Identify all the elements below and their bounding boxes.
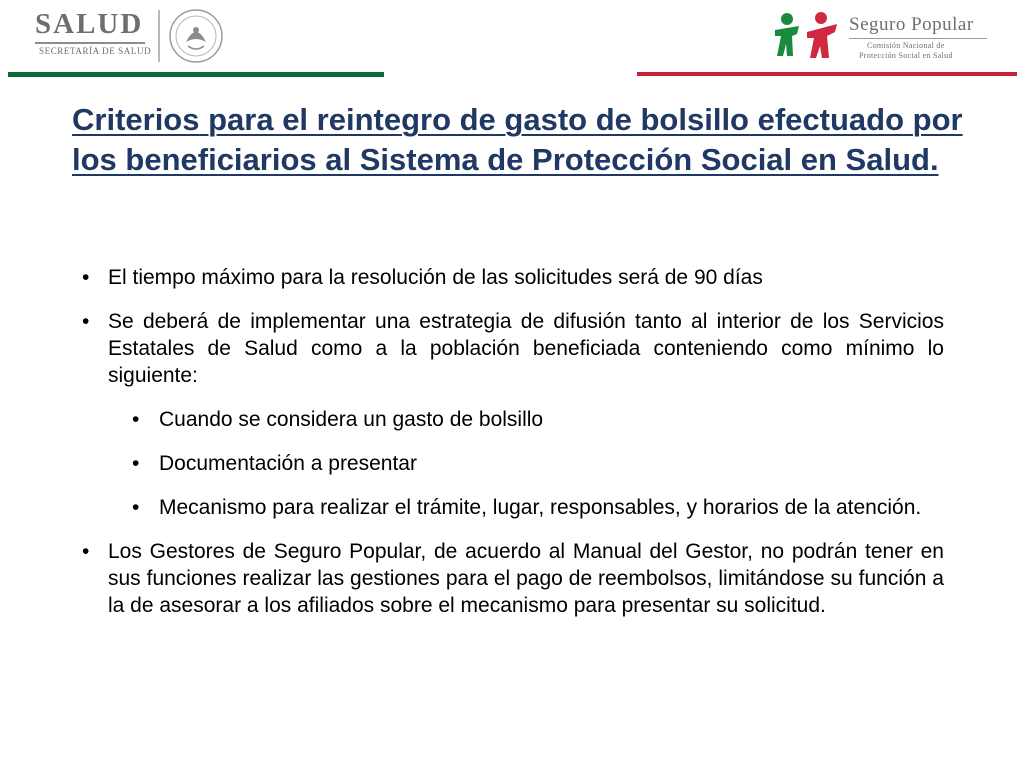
salud-logo — [8, 0, 384, 80]
bullet-icon: • — [82, 310, 90, 333]
bullet-text: Los Gestores de Seguro Popular, de acuerdo al Manual del Gestor, no podrán tener en sus funciones realizar las gestiones para el pago de reembolsos, limitándose su función a la de asesorar a los afiliados sobre el mecanismo para presentar su solicitud. — [108, 540, 944, 617]
bullet-icon: • — [82, 540, 90, 563]
bullet-item — [82, 538, 944, 619]
sub-bullet-text: Documentación a presentar — [159, 452, 417, 475]
bullet-item — [82, 264, 944, 291]
seguro-popular-rule — [849, 38, 987, 39]
bullet-text: El tiempo máximo para la resolución de las solicitudes será de 90 días — [108, 266, 763, 289]
sub-bullet-text: Mecanismo para realizar el trámite, lugar, responsables, y horarios de la atención. — [159, 496, 922, 519]
header-green-bar — [8, 72, 384, 77]
sub-bullet-item — [82, 450, 944, 477]
header-red-bar — [637, 72, 1017, 76]
slide-body — [82, 264, 944, 636]
logo-separator — [158, 10, 160, 62]
bullet-item — [82, 308, 944, 389]
bullet-icon: • — [132, 408, 140, 431]
bullet-icon: • — [82, 266, 90, 289]
bullet-icon: • — [132, 496, 140, 519]
seguro-popular-logo — [637, 0, 1017, 80]
bullet-text: Se deberá de implementar una estrategia de difusión tanto al interior de los Servicios Estatales de Salud como a la población beneficiada conteniendo como mínimo lo siguiente: — [108, 310, 944, 387]
seguro-popular-subtitle-1: Comisión Nacional de — [867, 41, 945, 50]
seguro-popular-kids-icon — [771, 12, 843, 62]
sub-bullet-text: Cuando se considera un gasto de bolsillo — [159, 408, 544, 431]
bullet-icon: • — [132, 452, 140, 475]
national-seal-icon — [168, 8, 224, 64]
sub-bullet-item — [82, 406, 944, 433]
salud-logo-subtitle: SECRETARÍA DE SALUD — [39, 46, 152, 56]
bullet-list — [82, 264, 944, 619]
seguro-popular-title: Seguro Popular — [849, 14, 974, 35]
seguro-popular-subtitle-2: Protección Social en Salud — [859, 51, 953, 60]
sub-bullet-item — [82, 494, 944, 521]
salud-logo-text: SALUD — [35, 8, 144, 40]
salud-logo-rule — [35, 42, 145, 44]
slide-title: Criterios para el reintegro de gasto de bolsillo efectuado por los beneficiarios al Sistema de Protección Social en Salud. — [72, 102, 963, 177]
